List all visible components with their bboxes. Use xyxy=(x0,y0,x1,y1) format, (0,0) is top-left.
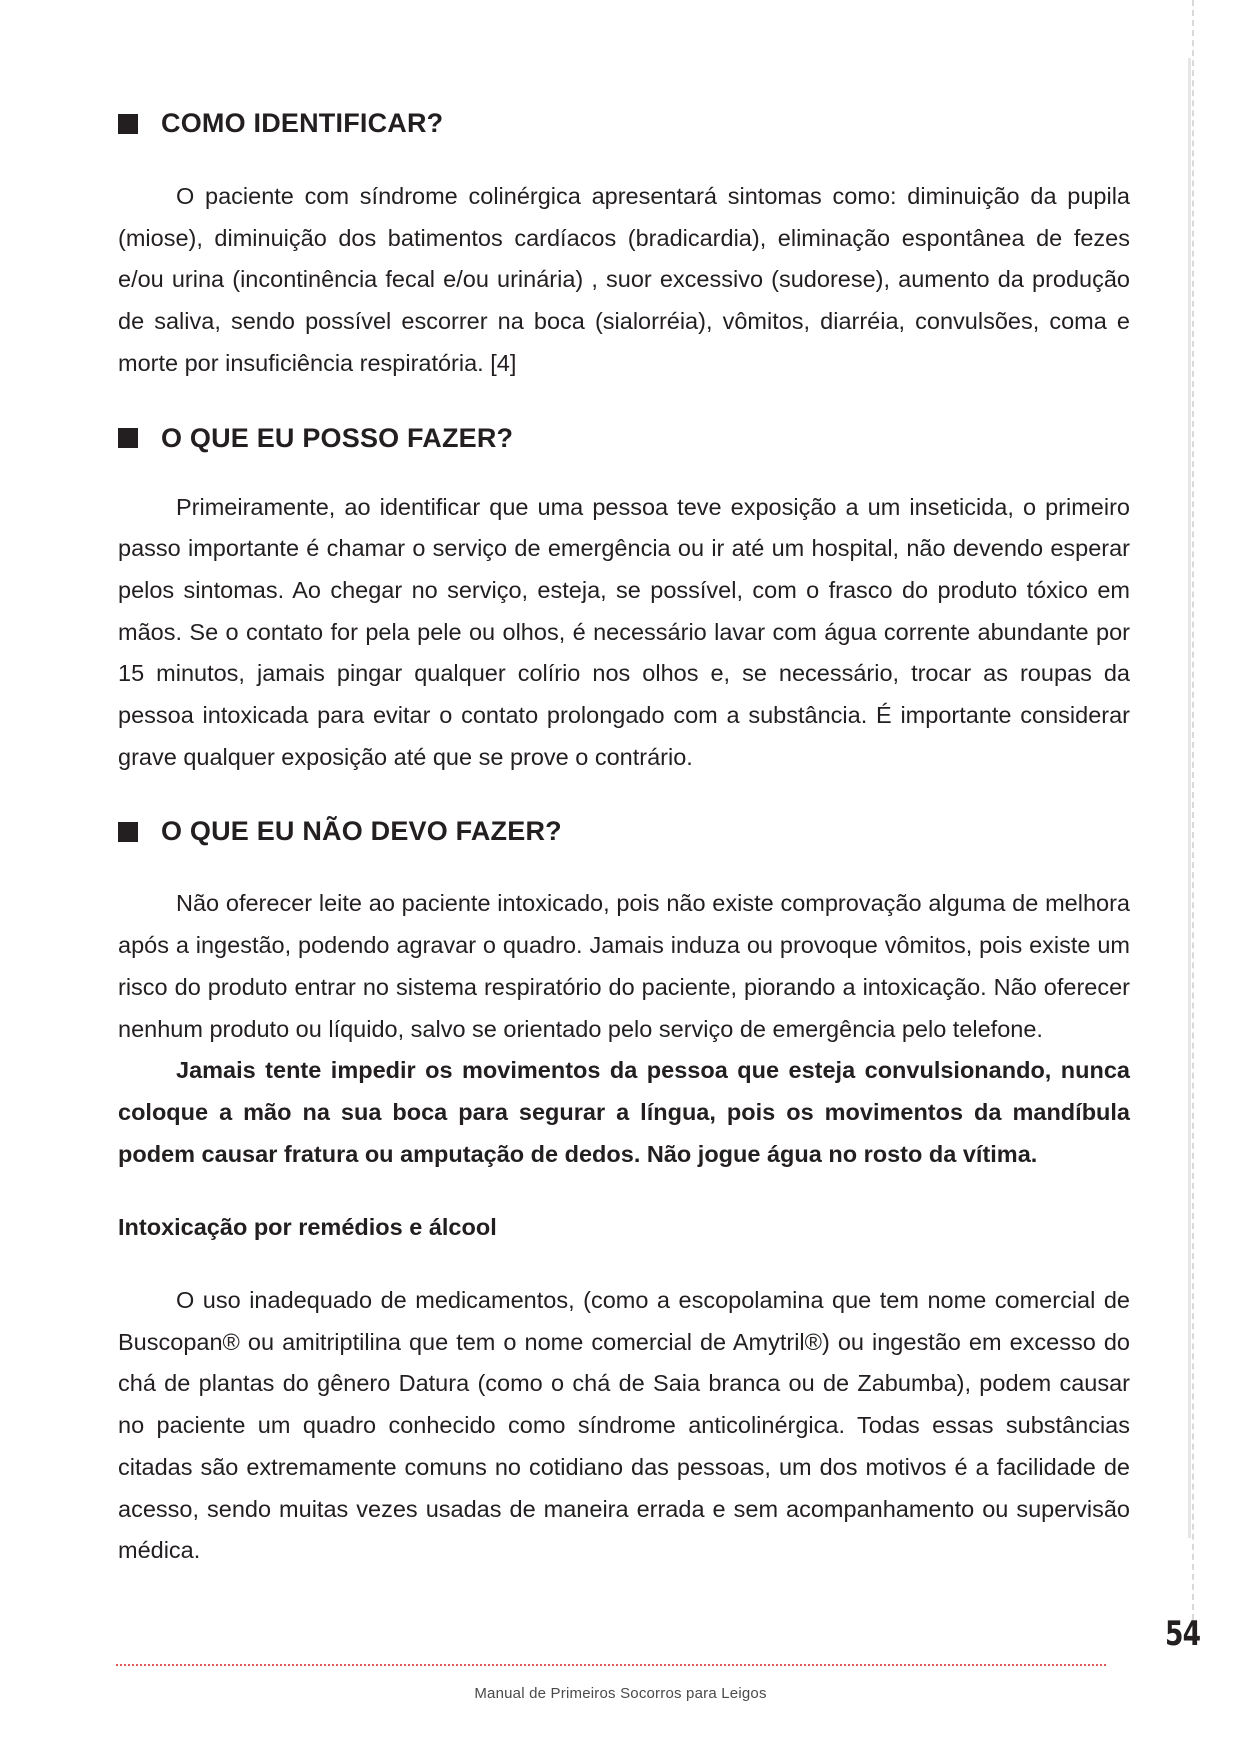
square-bullet-icon xyxy=(118,428,138,448)
square-bullet-icon xyxy=(118,822,138,842)
footer-divider xyxy=(116,1664,1106,1666)
margin-dashed-rule xyxy=(1192,0,1194,1620)
footer-title: Manual de Primeiros Socorros para Leigos xyxy=(474,1685,767,1702)
paragraph-o-que-posso-fazer: Primeiramente, ao identificar que uma pessoa teve exposição a um inseticida, o primeiro passo importante é chamar o serviço de emergência ou ir até um hospital, não devendo esperar pelos sintomas. Ao chegar no serviço, esteja, se possível, com o frasco do produto tóxico em mãos. Se o contato for pela pele ou olhos, é necessário lavar com água corrente abundante por 15 minutos, jamais pingar qualquer colírio nos olhos e, se necessário, trocar as roupas da pessoa intoxicada para evitar o contato prolongado com a substância. É importante considerar grave qualquer exposição até que se prove o contrário. xyxy=(118,493,1130,770)
main-content xyxy=(118,108,1130,1572)
section-heading-o-que-posso-fazer xyxy=(118,423,1130,454)
paragraph-remedios-alcool: O uso inadequado de medicamentos, (como a escopolamina que tem nome comercial de Buscopan® ou amitriptilina que tem o nome comercial de Amytril®) ou ingestão em excesso do chá de plantas do gênero Datura (como o chá de Saia branca ou de Zabumba), podem causar no paciente um quadro conhecido como síndrome anticolinérgica. Todas essas substâncias citadas são extremamente comuns no cotidiano das pessoas, um dos motivos é a facilidade de acesso, sendo muitas vezes usadas de maneira errada e sem acompanhamento ou supervisão médica. xyxy=(118,1287,1130,1564)
section-heading-o-que-nao-devo-fazer xyxy=(118,816,1130,847)
warning-paragraph: Jamais tente impedir os movimentos da pessoa que esteja convulsionando, nunca coloque a mão na sua boca para segurar a língua, pois os movimentos da mandíbula podem causar fratura ou amputação de dedos. Não jogue água no rosto da vítima. xyxy=(118,1057,1130,1167)
section-heading-text: O QUE EU NÃO DEVO FAZER? xyxy=(161,816,562,847)
page-number: 54 xyxy=(1165,1614,1201,1654)
section-heading-como-identificar xyxy=(118,108,1130,139)
square-bullet-icon xyxy=(118,114,138,134)
section-heading-text: COMO IDENTIFICAR? xyxy=(161,108,444,138)
paragraph-como-identificar: O paciente com síndrome colinérgica apresentará sintomas como: diminuição da pupila (miose), diminuição dos batimentos cardíacos (bradicardia), eliminação espontânea de fezes e/ou urina (incontinência fecal e/ou urinária) , suor excessivo (sudorese), aumento da produção de saliva, sendo possível escorrer na boca (sialorréia), vômitos, diarréia, convulsões, coma e morte por insuficiência respiratória. [4] xyxy=(118,183,1130,376)
margin-rule xyxy=(1188,58,1191,1538)
section-heading-text: O QUE EU POSSO FAZER? xyxy=(161,422,514,453)
paragraph-o-que-nao-devo-fazer: Não oferecer leite ao paciente intoxicado, pois não existe comprovação alguma de melhora após a ingestão, podendo agravar o quadro. Jamais induza ou provoque vômitos, pois existe um risco do produto entrar no sistema respiratório do paciente, piorando a intoxicação. Não oferecer nenhum produto ou líquido, salvo se orientado pelo serviço de emergência pelo telefone. xyxy=(118,890,1130,1042)
subsection-heading: Intoxicação por remédios e álcool xyxy=(118,1214,497,1241)
